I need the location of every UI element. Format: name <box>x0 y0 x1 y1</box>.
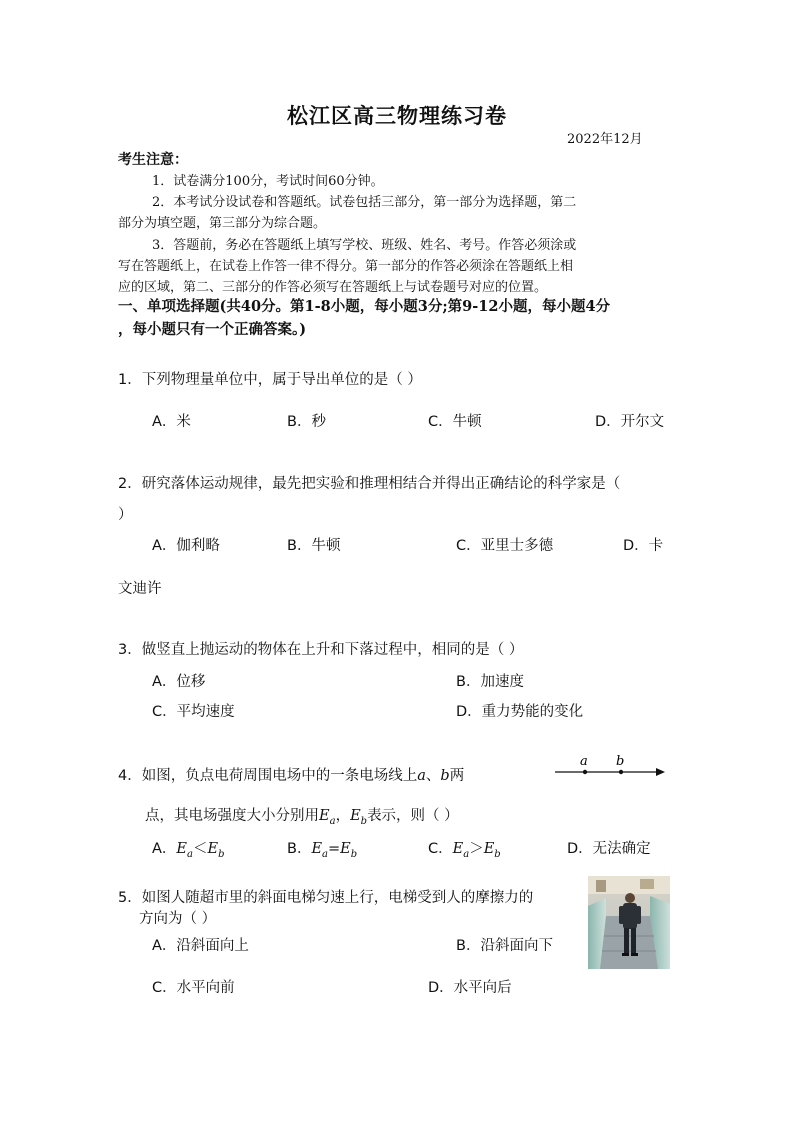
q4-option-c <box>428 837 501 860</box>
q2-option-b: B．牛顿 <box>287 538 341 554</box>
q4-a-sub2: b <box>218 848 225 860</box>
question-1-stem: 1．下列物理量单位中，属于导出单位的是（ ） <box>118 372 422 388</box>
q2-option-d-cont: 文迪许 <box>118 581 162 597</box>
q4-stem-text-end: 两 <box>449 768 465 784</box>
q3-option-d: D．重力势能的变化 <box>456 704 584 720</box>
q5-option-c: C．水平向前 <box>152 980 235 996</box>
q1-option-d: D．开尔文 <box>595 414 665 430</box>
q1-option-a: A．米 <box>152 414 191 430</box>
q4-option-c-label: C． <box>428 841 453 857</box>
q3-option-c: C．平均速度 <box>152 704 235 720</box>
question-5-stem: 5．如图人随超市里的斜面电梯匀速上行，电梯受到人的摩擦力的 <box>118 890 534 906</box>
notice-item: 1．试卷满分100分，考试时间60分钟。 <box>152 174 384 189</box>
q4-line2-end: 表示，则（ ） <box>367 808 459 824</box>
escalator-photo <box>588 876 670 969</box>
label-a: a <box>580 754 588 769</box>
q3-option-a: A．位移 <box>152 674 206 690</box>
q4-stem-text: 4．如图，负点电荷周围电场中的一条电场线上 <box>118 768 418 784</box>
notice-item: 3．答题前，务必在答题纸上填写学校、班级、姓名、考号。作答必须涂或 <box>152 238 577 253</box>
question-4-stem-cont <box>145 804 459 827</box>
point-a <box>583 770 587 774</box>
q4-e-a: E <box>319 808 330 824</box>
q4-sep: 、 <box>425 768 441 784</box>
question-4-stem <box>118 764 464 785</box>
q5-option-a: A．沿斜面向上 <box>152 938 249 954</box>
q5-option-b: B．沿斜面向下 <box>456 938 553 954</box>
q4-option-b-label: B． <box>287 841 312 857</box>
q4-option-b <box>287 837 357 860</box>
q4-b-e2: E <box>340 841 351 857</box>
escalator-person-image <box>588 876 670 969</box>
section-heading: 一、单项选择题(共40分。第1-8小题，每小题3分;第9-12小题，每小题4分 <box>118 298 611 315</box>
section-heading-cont: ，每小题只有一个正确答案。) <box>118 321 307 338</box>
arrow-head-icon <box>656 768 665 776</box>
q4-a-e1: E <box>176 841 188 857</box>
q4-c-e2: E <box>483 841 495 857</box>
q4-line2-text: 点，其电场强度大小分别用 <box>145 808 319 824</box>
notice-heading: 考生注意： <box>118 152 188 168</box>
q4-option-a <box>152 837 224 860</box>
q4-a-op: ＜ <box>192 841 208 857</box>
q4-sub-b: b <box>360 815 368 827</box>
q4-a-e2: E <box>207 841 219 857</box>
q4-c-op: ＞ <box>469 841 484 857</box>
q1-option-c: C．牛顿 <box>428 414 482 430</box>
question-2-stem: 2．研究落体运动规律，最先把实验和推理相结合并得出正确结论的科学家是（ <box>118 476 621 492</box>
page-title: 松江区高三物理练习卷 <box>287 103 507 128</box>
q1-option-b: B．秒 <box>287 414 326 430</box>
q4-var-b: b <box>440 768 450 784</box>
question-5-stem-cont: 方向为（ ） <box>139 911 217 927</box>
notice-item: 部分为填空题，第三部分为综合题。 <box>118 216 327 231</box>
question-3-stem: 3．做竖直上抛运动的物体在上升和下落过程中，相同的是（ ） <box>118 642 524 658</box>
q4-e-b: E <box>350 808 361 824</box>
q4-option-d: D．无法确定 <box>567 841 651 857</box>
q2-option-c: C．亚里士多德 <box>456 538 554 554</box>
q4-b-op: = <box>328 841 341 857</box>
q5-option-d: D．水平向后 <box>428 980 512 996</box>
notice-item: 写在答题纸上，在试卷上作答一律不得分。第一部分的作答必须涂在答题纸上相 <box>118 259 574 274</box>
point-b <box>619 770 623 774</box>
q2-option-a: A．伽利略 <box>152 538 220 554</box>
q4-a-sub1: a <box>187 848 193 860</box>
q4-c-e1: E <box>452 841 464 857</box>
question-2-stem-cont: ） <box>118 507 133 523</box>
electric-field-line-diagram <box>553 752 668 782</box>
notice-item: 2．本考试分设试卷和答题纸。试卷包括三部分，第一部分为选择题，第二 <box>152 195 577 210</box>
q4-b-e1: E <box>311 841 323 857</box>
q4-var-a: a <box>417 768 426 784</box>
label-b: b <box>616 754 625 769</box>
exam-date: 2022年12月 <box>567 132 643 147</box>
q4-b-sub2: b <box>350 848 358 860</box>
q4-option-a-label: A． <box>152 841 177 857</box>
q3-option-b: B．加速度 <box>456 674 524 690</box>
q4-b-sub1: a <box>322 848 329 860</box>
q4-comma: ， <box>335 808 351 824</box>
notice-item: 应的区域，第二、三部分的作答必须写在答题纸上与试卷题号对应的位置。 <box>118 280 548 295</box>
q4-sub-a: a <box>329 815 336 827</box>
q4-c-sub2: b <box>494 848 501 860</box>
q2-option-d: D．卡 <box>623 538 664 554</box>
q4-c-sub1: a <box>463 848 470 860</box>
